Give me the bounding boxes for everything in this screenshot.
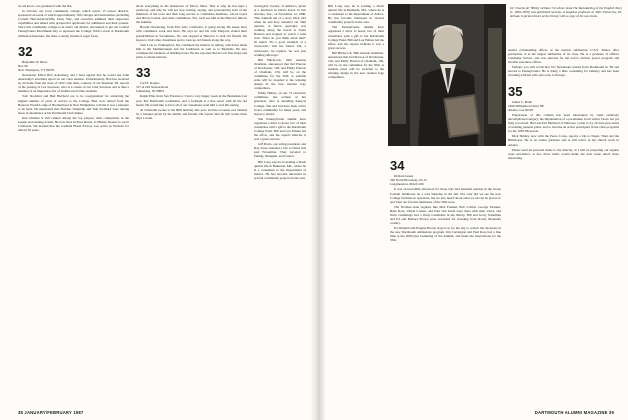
paragraph: Emily Hubba, on our 73 executive committee, has written of her grandson, who is attending Kenyon College. She and Jud have been active in her community for many years, and hopes to attend. [254,91,306,116]
paragraph: Please send all personal items to me directly, as I will be preparing our regular class newsletter. A few more items would make the next issue much more interesting. [508,147,619,160]
class-secretary-address: Richard Green 349 North Broadway, #5-12 Longmeadow, MA 01106 [390,174,427,187]
paragraph: Bill Long says he is leading a much quieter life in Bethesda, Md., where he is a consultant to the Department of Justice. He has become interested in several community projects in the area. [254,159,306,180]
paragraph: Newsletter Editor Bob Ackerburg, and I have agreed that he would use John Abernathy's excellent report on our class reunion. Unfortunately, Bob has received no 24 items from the class of 1932. One item, courtesy of Ox Sherman '28, reports of the passing of Lee Swenson, who is a cousin of our John Swenson and is thus a member of an impressive list of alumni and former students. [18,73,129,94]
paragraph: Jeff Davis, our acting president, and Ray Jones attended a trip to China this past November. They traveled to Peking, Shanghai, and Canton. [254,142,306,159]
footer-left-folio: 38 JANUARY/FEBRUARY 1987 [18,410,84,415]
paragraph: Ed Wendell and Eugene Brown stayed on for the day to review the decisions in the new Dartmouth admissions program. Jim Carrington and Paul Ross had a fine time at the 2000 plus Gathering of the Alumni, and made the reservations for the 55th. [390,226,501,243]
text-column-3 [254,4,306,406]
caption-text: whose book The Remodeling of the English Navy (c. 1850-1870) was published recently. A longtime professor at Tufts University, Dr. Artham is pictured here at the library with a copy of his new book. [510,6,622,19]
paragraph: Ralph Elias from San Francisco: I had a very happy week in the Berkshires last year. My Dartmouth roommates, and a fortnight at a fine resort with all the old hands. He would like to have all of our classmates send him a card this spring. [136,94,247,107]
paragraph: Perhaps you will recall that Vic Newlander retired from Dartmouth in '69 and moved to Pennsylvania. He is doing a little consulting for industry and has been traveling with his wife and a trip to Europe. [508,65,619,78]
photo-image [388,4,506,146]
paragraph: Bill Hitchcock, 36th reunion chairman, announced that Jud Pierson of Dorchester, 128, and Emily Pierson of Chatham, 130, will be on the committee for the 50th. A suitable prize will be awarded to the winning design in the new reunion logo competition. [254,57,306,91]
class-secretary-address: James C. Boldt 1690 Williamson Drive NE Atlanta, GA 30329 [508,99,545,112]
class-number-heading: 34 [390,158,405,173]
text-column-3b [328,4,384,406]
paragraph: Al Chisholm awoke to his 80th birthday this year, and the occasion was marked by a banquet given by his family and friends. He reports that he still works three days a week. [136,107,247,120]
class-secretary-address: Benjamin W. Drew Box 99 New Thompson, VT 05079 [18,59,55,72]
photo-caption [510,6,622,18]
paragraph: It was an incredible afternoon for those who had attended reunion in the Green football fieldhouse on a cold Saturday in the fall. Not only did we see the new College facilities in operation, but we also heard about what we all can be proud of, and what our favorite memories of the 50th were. [390,187,501,204]
paragraph: Tom Stoddard and Bud Hubbard are to be congratulated for achieving the highest number of years of service to the College. Bud, now retired from the Hanover Parish Lodge of Brotherhood in New Hampshire, told me it was a pleasure to be back. He mentioned that Fletcher Vanderlip and Tom Stoddard were among those in attendance at his Dartmouth Club dinner. [18,94,129,115]
caption-title: Dr. Charles R. 'Hibby' Artham '34 [510,6,556,10]
paragraph: we all know, was graduated with the DA. [18,4,73,8]
class-number-heading: 35 [508,83,523,99]
paragraph: Dick Shirley, now with the Peace Corps, reports a trip to Nepal, Tibet and the Himalayas. He is an ardent gardener and is still active in his church work in Atlanta. [508,134,619,147]
paragraph: Tom Lott, in Wollingford, has continued his interest in sailing, which has taken him to the Mediterranean and the Caribbean as well as to Bermuda. He also continues his business of building boats. He has reported that he is in fine shape and plans to attend reunion. [136,42,247,59]
paragraph: Geological Society of America, given at a luncheon in Dick's honor in San Antonio, Tex., on November 12, 1986. This reminds me of a story Dick told when he and Kay attended our 50th reunion. A fellow geologist was walking along the beach at Santa Barbara and stopped to watch a sand crab. 'What do you think about that?' he asked. 'It's a good example of a crustacean,' said his friend. 'Oh, a crustacean,' he replied, 'he was just walking sideways.' [254,4,306,57]
paragraph: named commanding officer of the nuclear submarine, U.S.S. Tinker, after graduation. It is the largest submarine of its class. He is a graduate of Officer Candidate School, and was selected for the navy's nuclear power program and became executive officer. [508,48,619,65]
class-number-heading: 32 [18,43,33,59]
paragraph: The Pennsylvania alumni have organized a drive to honor two of their classmates with a gift to the Dartmouth College Fund. Bill and Lou Fehner led the effort, and the reports indicate it was a great success. [328,25,384,50]
text-column-2 [136,4,247,406]
paragraph: Harold Chickering, from Palo Alto, California, is going strong. He keeps busy with committee work and more. He says he and his wife Marjorie visited their grandchildren in Sacramento, Ill., and stopped at Hanover to visit old friends. He hopes to visit other classmates and to look up old friends along the way. [136,25,247,42]
paragraph: The Norman state regulars like Max Frankel, Bob Collins, George Thomas, Babe Ross, Vinnie Conner, and Paul Van Zandt were there with their wives, and Dave Cummings had a lively roundtable in the library. Bill and Gerry Scherman and Ed and Barbara Brown were rewarded for traveling from Rocky Mountain country. [390,204,501,226]
paragraph: about everything in his hometown of Tilton, Mass. That is why he has kept a yearbook, and why he will not stop writing, saying, and pronouncing both of the ministers of his town and their long service to committee members, school board and library boards, and other committees. Yes, we'll see him in the Hanover hills in the summer. [136,4,247,25]
photo-dr-artham [388,4,506,146]
paragraph: In October our local community college, which serves 15 school districts, sponsored an event at which approximately 100 colleges and universities, including Cornell, Harvard-Radcliffe, Penn, Yale, and ourselves admitted their respective capabilities and talked with prospective applicants for admission and their parents. Since this community college is in Jane's old district, she helped to put our Central Pennsylvania Enrollment Day to represent the College. With a stack of Dartmouth admission literature, she drew a steady stream of eager faces. [18,9,129,38]
paragraph: Preparation of this column has been interrupted by some relatively uncomplicated surgery, the implantation of a pacemaker, from which I have not yet fully recovered. Bud and Dot Hubbard of Hanover, I plan to try all four-year terms of existing pension plans, and to become an active participant in the class programs for the 1987-88 season. [508,112,619,134]
text-column-1 [18,4,129,406]
class-secretary-address: Carl E. Rogers 317-A Old Nassau Road Jamesburg, NJ 08831 [136,80,169,94]
paragraph: Dan Oatman is still ranked among the top players, with competition in the squash and running events. He now lives in Boca Raton, as Hickey Stearns is out in California. We learned that the Cardinal Bread Factory was active in Vermont for almost 30 years. [18,115,129,133]
paragraph: Bill Long says he is leading a much quieter life in Bethesda, Md., where he is a consultant to the Department of Justice. He has become interested in several community projects in the area. [328,4,384,25]
page-gutter [310,0,326,420]
class-number-heading: 33 [136,64,151,80]
footer-right-folio: DARTMOUTH ALUMNI MAGAZINE 39 [534,410,614,415]
text-column-4 [390,152,501,406]
paragraph: Bill Hitchcock, 36th reunion chairman, announced that Jud Pierson of Dorchester, 128, and Emily Pierson of Chatham, 130, will be on the committee for the 50th. A suitable prize will be awarded to the winning design in the new reunion logo competition. [328,50,384,80]
paragraph: The Pennsylvania alumni have organized a drive to honor two of their classmates with a gift to the Dartmouth College Fund. Bill and Lou Fehner led the effort, and the reports indicate it was a great success. [254,116,306,142]
text-column-5 [508,48,619,406]
